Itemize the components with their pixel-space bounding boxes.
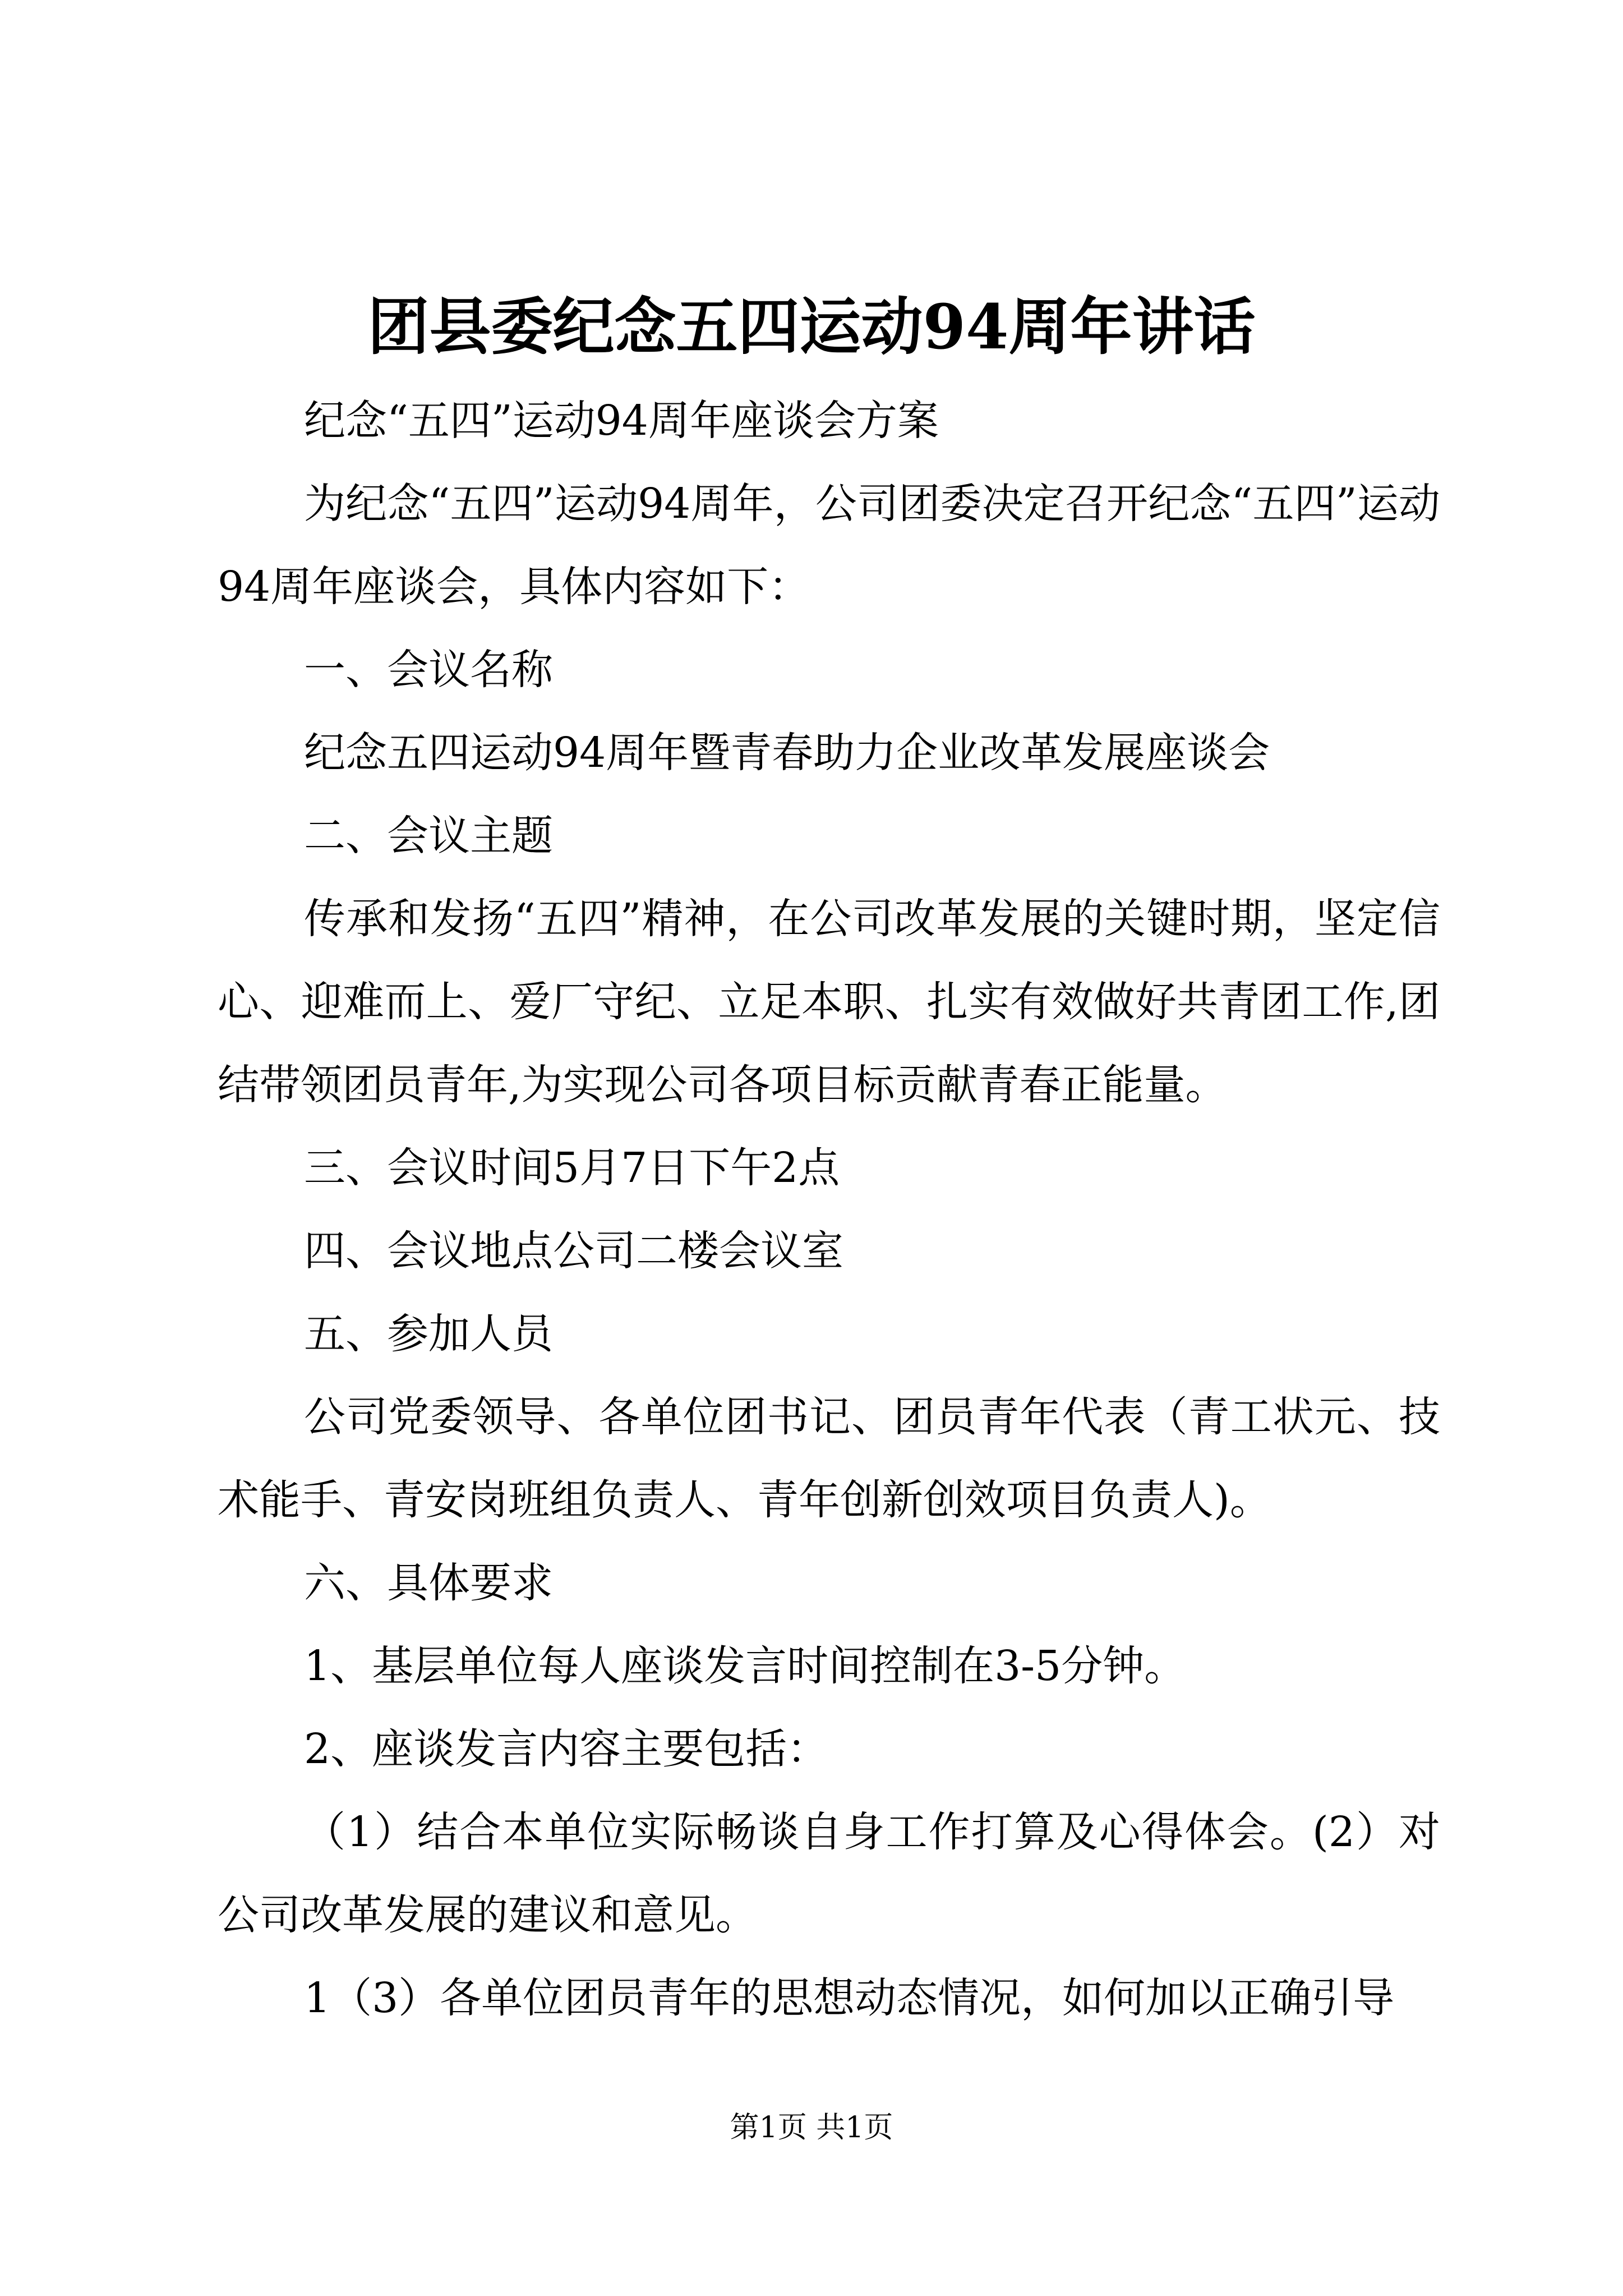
page-footer: 第1页 共1页 xyxy=(730,2111,893,2145)
section-heading-requirements: 六、具体要求 xyxy=(304,1559,553,1607)
paragraph-meeting-name: 纪念五四运动94周年暨青春助力企业改革发展座谈会 xyxy=(304,729,1270,777)
section-meeting-time: 三、会议时间5月7日下午2点 xyxy=(304,1144,840,1192)
requirement-item-1: 1、基层单位每人座谈发言时间控制在3-5分钟。 xyxy=(304,1642,1186,1690)
requirement-item-2: 2、座谈发言内容主要包括： xyxy=(304,1725,829,1773)
section-heading-meeting-name: 一、会议名称 xyxy=(304,646,553,694)
paragraph-plan-heading: 纪念“五四”运动94周年座谈会方案 xyxy=(304,397,939,445)
requirement-subitem-3: 1（3）各单位团员青年的思想动态情况，如何加以正确引导 xyxy=(304,1974,1395,2022)
section-heading-participants: 五、参加人员 xyxy=(304,1310,553,1358)
section-meeting-location: 四、会议地点公司二楼会议室 xyxy=(304,1227,843,1275)
requirement-subitems-1-2: （1）结合本单位实际畅谈自身工作打算及心得体会。(2）对公司改革发展的建议和意见。 xyxy=(218,1808,1440,1939)
paragraph-participants: 公司党委领导、各单位团书记、团员青年代表（青工状元、技术能手、青安岗班组负责人、青年创新创效项目负责人)。 xyxy=(218,1393,1440,1524)
paragraph-intro: 为纪念“五四”运动94周年，公司团委决定召开纪念“五四”运动94周年座谈会，具体内容如下： xyxy=(218,480,1440,611)
document-title: 团县委纪念五四运动94周年讲话 xyxy=(367,291,1256,363)
document-body xyxy=(218,379,1440,2040)
paragraph-meeting-theme: 传承和发扬“五四”精神，在公司改革发展的关键时期，坚定信心、迎难而上、爱厂守纪、立足本职、扎实有效做好共青团工作,团结带领团员青年,为实现公司各项目标贡献青春正能量。 xyxy=(218,895,1440,1109)
section-heading-meeting-theme: 二、会议主题 xyxy=(304,812,553,860)
